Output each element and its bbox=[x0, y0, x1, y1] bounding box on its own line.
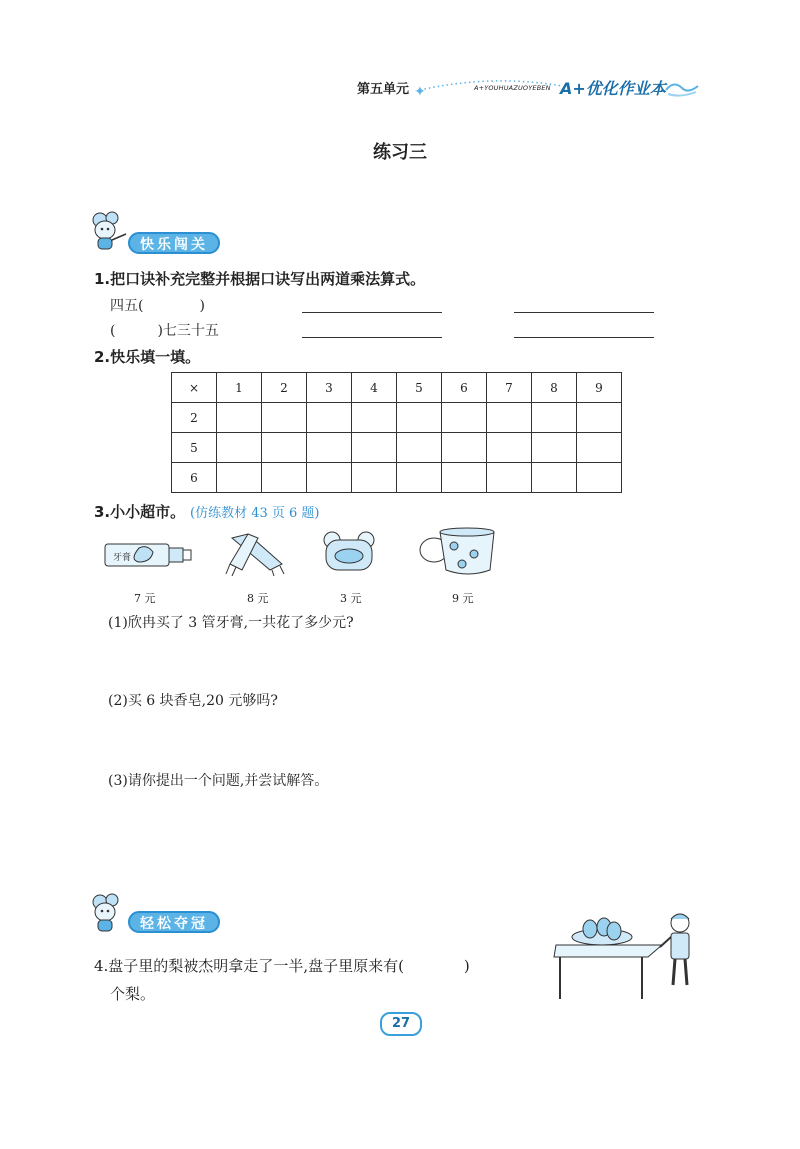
table-header-cell: 5 bbox=[397, 373, 442, 403]
swirl-icon bbox=[662, 78, 702, 100]
section-badge-champion: 轻松夺冠 bbox=[128, 911, 220, 933]
row-label: 6 bbox=[172, 463, 217, 493]
q1-row1: 四五( ) bbox=[110, 298, 205, 314]
multiplication-table bbox=[171, 372, 622, 493]
answer-cell[interactable] bbox=[262, 403, 307, 433]
mouse-mascot-icon bbox=[88, 210, 128, 252]
answer-line[interactable] bbox=[302, 337, 442, 338]
answer-cell[interactable] bbox=[487, 403, 532, 433]
answer-cell[interactable] bbox=[217, 403, 262, 433]
cup-icon bbox=[414, 526, 504, 578]
cup-price: 9 元 bbox=[452, 592, 474, 605]
soap-price: 3 元 bbox=[340, 592, 362, 605]
table-header-cell: 2 bbox=[262, 373, 307, 403]
answer-cell[interactable] bbox=[397, 463, 442, 493]
table-header-cell: 8 bbox=[532, 373, 577, 403]
table-header-cell: 4 bbox=[352, 373, 397, 403]
table-row bbox=[172, 403, 622, 433]
answer-cell[interactable] bbox=[577, 463, 622, 493]
table-header-cell: × bbox=[172, 373, 217, 403]
unit-label: 第五单元 bbox=[357, 82, 410, 97]
table-header-row bbox=[172, 373, 622, 403]
toothpaste-icon bbox=[103, 536, 195, 572]
answer-cell[interactable] bbox=[532, 463, 577, 493]
table-header-cell: 6 bbox=[442, 373, 487, 403]
scarf-price: 8 元 bbox=[247, 592, 269, 605]
answer-line[interactable] bbox=[514, 337, 654, 338]
answer-cell[interactable] bbox=[352, 433, 397, 463]
scarf-icon bbox=[222, 530, 292, 576]
soap-icon bbox=[320, 530, 378, 576]
q1-row2: ( )七三十五 bbox=[110, 323, 219, 339]
answer-cell[interactable] bbox=[352, 463, 397, 493]
header-pinyin: A+YOUHUAZUOYEBEN bbox=[474, 84, 551, 92]
table-pears-boy-illustration bbox=[552, 905, 702, 1003]
q3-sub3: (3)请你提出一个问题,并尝试解答。 bbox=[108, 773, 329, 789]
answer-cell[interactable] bbox=[487, 433, 532, 463]
answer-cell[interactable] bbox=[307, 403, 352, 433]
q4-line2: 个梨。 bbox=[110, 985, 156, 1003]
answer-cell[interactable] bbox=[397, 433, 442, 463]
answer-cell[interactable] bbox=[397, 403, 442, 433]
answer-cell[interactable] bbox=[352, 403, 397, 433]
q3-sub1: (1)欣冉买了 3 管牙膏,一共花了多少元? bbox=[108, 615, 354, 631]
table-row bbox=[172, 433, 622, 463]
q4-line1: 4.盘子里的梨被杰明拿走了一半,盘子里原来有( ) bbox=[94, 957, 470, 975]
table-header-cell: 3 bbox=[307, 373, 352, 403]
answer-cell[interactable] bbox=[262, 433, 307, 463]
toothpaste-price: 7 元 bbox=[134, 592, 156, 605]
q3-sub2: (2)买 6 块香皂,20 元够吗? bbox=[108, 693, 278, 709]
page-title: 练习三 bbox=[373, 142, 427, 163]
table-header-cell: 1 bbox=[217, 373, 262, 403]
answer-line[interactable] bbox=[514, 312, 654, 313]
answer-cell[interactable] bbox=[532, 403, 577, 433]
row-label: 2 bbox=[172, 403, 217, 433]
q3-title: 3.小小超市。 bbox=[94, 503, 186, 521]
answer-cell[interactable] bbox=[532, 433, 577, 463]
toothpaste-brand-text: 牙膏 bbox=[113, 553, 132, 563]
page-number: 27 bbox=[380, 1012, 422, 1036]
row-label: 5 bbox=[172, 433, 217, 463]
answer-cell[interactable] bbox=[217, 433, 262, 463]
answer-cell[interactable] bbox=[442, 433, 487, 463]
q2-title: 2.快乐填一填。 bbox=[94, 348, 201, 366]
answer-cell[interactable] bbox=[442, 463, 487, 493]
table-header-cell: 7 bbox=[487, 373, 532, 403]
brand-logo: A+优化作业本 bbox=[560, 79, 666, 98]
answer-line[interactable] bbox=[302, 312, 442, 313]
q1-title: 1.把口诀补充完整并根据口诀写出两道乘法算式。 bbox=[94, 270, 426, 288]
answer-cell[interactable] bbox=[307, 433, 352, 463]
answer-cell[interactable] bbox=[217, 463, 262, 493]
answer-cell[interactable] bbox=[577, 433, 622, 463]
svg-text:✦: ✦ bbox=[414, 84, 426, 98]
q3-textbook-note: (仿练教材 43 页 6 题) bbox=[190, 506, 320, 521]
answer-cell[interactable] bbox=[487, 463, 532, 493]
section-badge-happy: 快乐闯关 bbox=[128, 232, 220, 254]
answer-cell[interactable] bbox=[577, 403, 622, 433]
table-header-cell: 9 bbox=[577, 373, 622, 403]
answer-cell[interactable] bbox=[262, 463, 307, 493]
table-row bbox=[172, 463, 622, 493]
mouse-mascot-icon bbox=[88, 892, 128, 934]
answer-cell[interactable] bbox=[307, 463, 352, 493]
answer-cell[interactable] bbox=[442, 403, 487, 433]
